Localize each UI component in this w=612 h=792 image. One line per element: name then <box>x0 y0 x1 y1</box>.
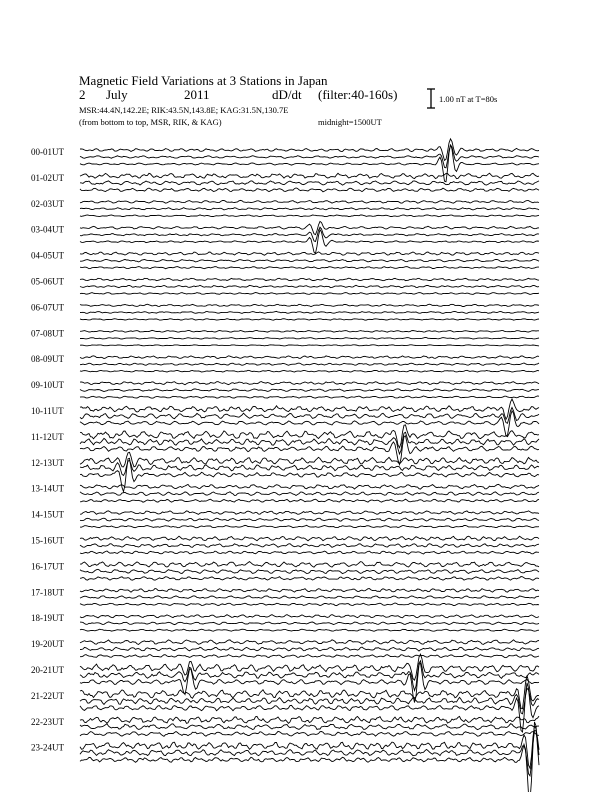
stations-label: MSR:44.4N,142.2E; RIK:43.5N,143.8E; KAG:31.5N,130.7E <box>79 105 289 115</box>
trace-kag <box>80 356 539 359</box>
row-label: 16-17UT <box>31 561 64 572</box>
row-label: 07-08UT <box>31 328 64 339</box>
trace-msr <box>80 722 539 792</box>
trace-msr <box>80 230 539 254</box>
trace-rik <box>80 622 539 625</box>
trace-rik <box>80 227 539 241</box>
trace-msr <box>80 345 539 346</box>
row-label: 20-21UT <box>31 665 64 675</box>
row-label: 17-18UT <box>31 587 64 598</box>
trace-kag <box>80 726 539 768</box>
row-label: 01-02UT <box>31 172 64 183</box>
trace-kag <box>80 676 539 709</box>
date-month: July <box>106 87 128 102</box>
trace-rik <box>80 285 539 287</box>
quantity-label: dD/dt <box>272 87 302 102</box>
trace-rik <box>80 731 539 776</box>
date-year: 2011 <box>184 87 210 102</box>
row-label: 10-11UT <box>31 406 64 416</box>
row-label: 04-05UT <box>31 250 64 261</box>
trace-rik <box>80 311 539 313</box>
trace-kag <box>80 640 539 645</box>
trace-kag <box>80 252 539 255</box>
trace-kag <box>80 562 539 568</box>
trace-msr <box>80 603 539 606</box>
trace-kag <box>80 716 539 723</box>
trace-msr <box>80 499 539 502</box>
trace-kag <box>80 654 539 680</box>
trace-rik <box>80 492 539 496</box>
row-label: 12-13UT <box>31 457 64 468</box>
trace-kag <box>80 484 539 489</box>
trace-kag <box>80 278 539 281</box>
row-label: 19-20UT <box>31 639 64 650</box>
trace-kag <box>80 452 539 467</box>
chart-title: Magnetic Field Variations at 3 Stations in Japan <box>79 73 328 88</box>
trace-msr <box>80 655 539 658</box>
trace-msr <box>80 370 539 372</box>
trace-rik <box>80 259 539 262</box>
trace-rik <box>80 569 539 573</box>
trace-kag <box>80 425 539 448</box>
trace-msr <box>80 319 539 321</box>
row-label: 14-15UT <box>31 509 64 520</box>
row-label: 15-16UT <box>31 535 64 546</box>
trace-kag <box>80 304 539 306</box>
filter-label: (filter:40-160s) <box>318 87 398 102</box>
date-day: 2 <box>79 87 86 102</box>
row-label: 23-24UT <box>31 742 64 753</box>
trace-kag <box>80 399 539 419</box>
row-label: 11-12UT <box>31 431 64 442</box>
trace-rik <box>80 389 539 392</box>
row-label: 00-01UT <box>31 147 64 157</box>
trace-msr <box>80 188 539 192</box>
scale-bar-label: 1.00 nT at T=80s <box>439 94 498 104</box>
trace-kag <box>80 330 539 332</box>
trace-kag <box>80 382 539 385</box>
row-label: 18-19UT <box>31 613 64 624</box>
trace-msr <box>80 577 539 581</box>
trace-kag <box>80 615 539 618</box>
midnight-label: midnight=1500UT <box>318 117 382 127</box>
trace-kag <box>80 173 539 178</box>
row-label: 06-07UT <box>31 302 64 313</box>
trace-rik <box>80 518 539 521</box>
trace-rik <box>80 647 539 651</box>
trace-rows <box>31 139 539 792</box>
trace-kag <box>80 200 539 203</box>
trace-rik <box>80 596 539 599</box>
scale-bar <box>427 89 435 108</box>
row-label: 22-23UT <box>31 716 64 727</box>
trace-kag <box>80 589 539 593</box>
trace-rik <box>80 544 539 548</box>
trace-msr <box>80 629 539 631</box>
trace-msr <box>80 525 539 527</box>
row-label: 09-10UT <box>31 380 64 391</box>
trace-msr <box>80 293 539 295</box>
trace-rik <box>80 181 539 185</box>
row-label: 03-04UT <box>31 224 64 235</box>
trace-msr <box>80 396 539 398</box>
trace-msr <box>80 731 539 736</box>
trace-rik <box>80 208 539 210</box>
trace-kag <box>80 536 539 541</box>
trace-rik <box>80 724 539 730</box>
row-label: 21-22UT <box>31 690 64 701</box>
row-label: 08-09UT <box>31 354 64 365</box>
trace-rik <box>80 688 539 714</box>
trace-msr <box>80 551 539 554</box>
row-label: 13-14UT <box>31 483 64 494</box>
trace-msr <box>80 215 539 217</box>
trace-msr <box>80 267 539 269</box>
trace-rik <box>80 338 539 340</box>
trace-kag <box>80 511 539 515</box>
order-note: (from bottom to top, MSR, RIK, & KAG) <box>79 117 222 127</box>
trace-rik <box>80 363 539 365</box>
trace-msr <box>80 683 539 732</box>
trace-msr <box>80 663 539 702</box>
row-label: 05-06UT <box>31 276 64 287</box>
row-label: 02-03UT <box>31 198 64 209</box>
